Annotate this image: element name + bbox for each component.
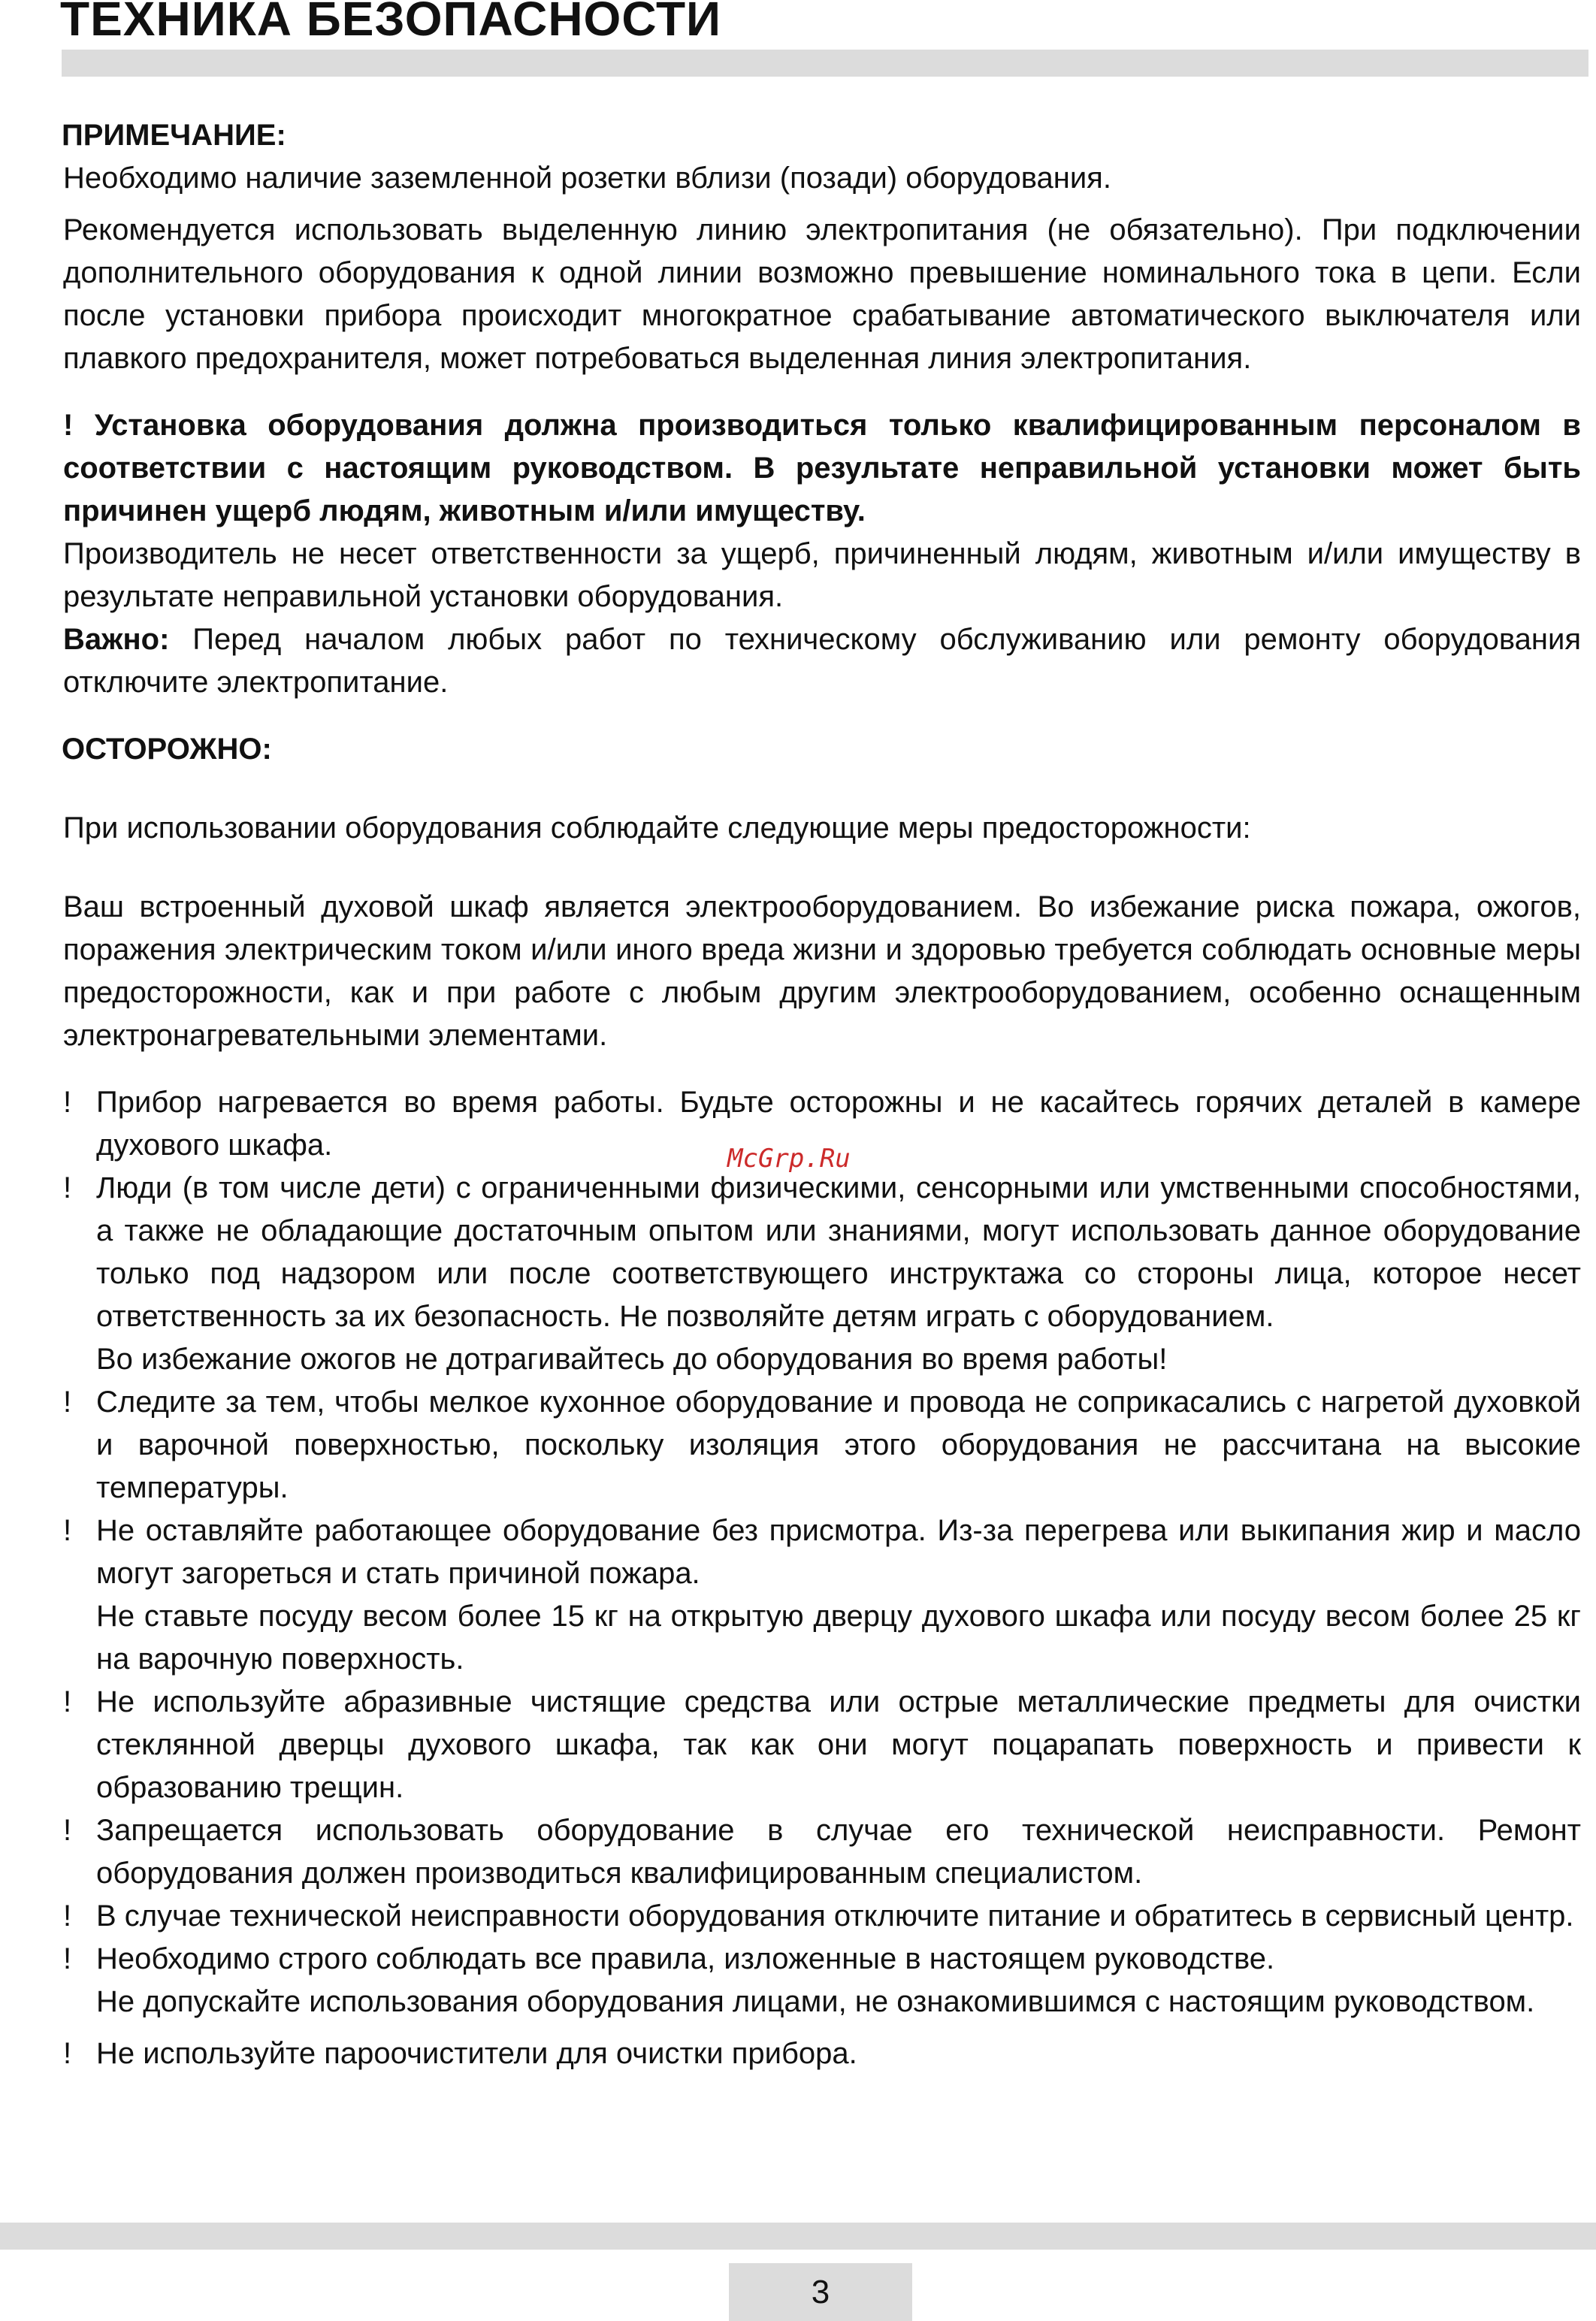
exclamation-bullet: ! (63, 1814, 72, 1847)
list-item-text: Необходимо строго соблюдать все правила, изложенные в настоящем руководстве. (96, 1942, 1275, 1975)
exclamation-bullet: ! (63, 1386, 72, 1419)
list-item (63, 2032, 1581, 2075)
note-heading: ПРИМЕЧАНИЕ: (62, 119, 286, 152)
warnings-list (63, 1081, 1581, 2075)
list-item-extra: Во избежание ожогов не дотрагивайтесь до оборудования во время работы! (96, 1343, 1168, 1376)
page-number: 3 (729, 2263, 912, 2321)
important-label: Важно: (63, 623, 170, 656)
list-item-text: Не используйте абразивные чистящие средства или острые металлические предметы для очистки стеклянной дверцы духового шкафа, так как они могут поцарапать поверхность и привести к образованию трещин. (96, 1685, 1581, 1804)
list-item-text: Запрещается использовать оборудование в случае его технической неисправности. Ремонт оборудования должен производиться квалифицированным специалистом. (96, 1814, 1581, 1890)
exclamation-bullet: ! (63, 1942, 72, 1975)
exclamation-bullet: ! (63, 1514, 72, 1547)
caution-heading: ОСТОРОЖНО: (62, 733, 272, 766)
liability-paragraph: Производитель не несет ответственности за ущерб, причиненный людям, животным и/или имуществу в результате неправильной установки оборудования. (63, 537, 1581, 613)
list-item (63, 1167, 1581, 1381)
header-divider-bar (62, 50, 1588, 77)
list-item-text: В случае технической неисправности оборудования отключите питание и обратитесь в сервисный центр. (96, 1899, 1574, 1933)
list-item (63, 1895, 1581, 1938)
list-item (63, 1381, 1581, 1510)
footer-divider-bar (0, 2223, 1596, 2250)
watermark: McGrp.Ru (727, 1144, 851, 1174)
document-body (63, 114, 1581, 2075)
important-paragraph (63, 618, 1581, 704)
list-item-extra: Не ставьте посуду весом более 15 кг на открытую дверцу духового шкафа или посуду весом более 25 кг на варочную поверхность. (96, 1600, 1581, 1676)
list-item (63, 1938, 1581, 2023)
caution-paragraph: Ваш встроенный духовой шкаф является электрооборудованием. Во избежание риска пожара, ожогов, поражения электрическим током и/или иного вреда жизни и здоровью требуется соблюдать основные меры предосторожности, как и при работе с любым другим электрооборудованием, особенно оснащенным электронагревательными элементами. (63, 890, 1581, 1052)
list-item (63, 1681, 1581, 1809)
exclamation-bullet: ! (63, 2037, 72, 2070)
page-title: ТЕХНИКА БЕЗОПАСНОСТИ (60, 0, 722, 46)
list-item-extra: Не допускайте использования оборудования лицами, не ознакомившимся с настоящим руководством. (96, 1985, 1535, 2018)
important-text: Перед началом любых работ по техническому обслуживанию или ремонту оборудования отключите электропитание. (63, 623, 1581, 699)
exclamation-bullet: ! (63, 1171, 72, 1204)
list-item (63, 1809, 1581, 1895)
installation-warning: ! Установка оборудования должна производиться только квалифицированным персоналом в соответствии с настоящим руководством. В результате неправильной установки может быть причинен ущерб людям, животным и/или имуществу. (63, 409, 1581, 527)
list-item-text: Не используйте пароочистители для очистки прибора. (96, 2037, 857, 2070)
exclamation-bullet: ! (63, 1086, 72, 1119)
note-paragraph-1: Необходимо наличие заземленной розетки вблизи (позади) оборудования. (63, 162, 1111, 195)
exclamation-bullet: ! (63, 1685, 72, 1718)
list-item-text: Люди (в том числе дети) с ограниченными физическими, сенсорными или умственными способностями, а также не обладающие достаточным опытом или знаниями, могут использовать данное оборудование только под надзором или после соответствующего инструктажа со стороны лица, которое несет ответственность за их безопасность. Не позволяйте детям играть с оборудованием. (96, 1171, 1581, 1333)
exclamation-bullet: ! (63, 1899, 72, 1933)
list-item-text: Не оставляйте работающее оборудование без присмотра. Из-за перегрева или выкипания жир и масло могут загореться и стать причиной пожара. (96, 1514, 1581, 1590)
list-item-text: Следите за тем, чтобы мелкое кухонное оборудование и провода не соприкасались с нагретой духовкой и варочной поверхностью, поскольку изоляция этого оборудования не рассчитана на высокие температуры. (96, 1386, 1581, 1504)
caution-intro: При использовании оборудования соблюдайте следующие меры предосторожности: (63, 811, 1251, 845)
list-item (63, 1510, 1581, 1681)
note-paragraph-2: Рекомендуется использовать выделенную линию электропитания (не обязательно). При подключении дополнительного оборудования к одной линии возможно превышение номинального тока в цепи. Если после установки прибора происходит многократное срабатывание автоматического выключателя или плавкого предохранителя, может потребоваться выделенная линия электропитания. (63, 213, 1581, 375)
list-item-text: Прибор нагревается во время работы. Будьте осторожны и не касайтесь горячих деталей в камере духового шкафа. (96, 1086, 1581, 1162)
